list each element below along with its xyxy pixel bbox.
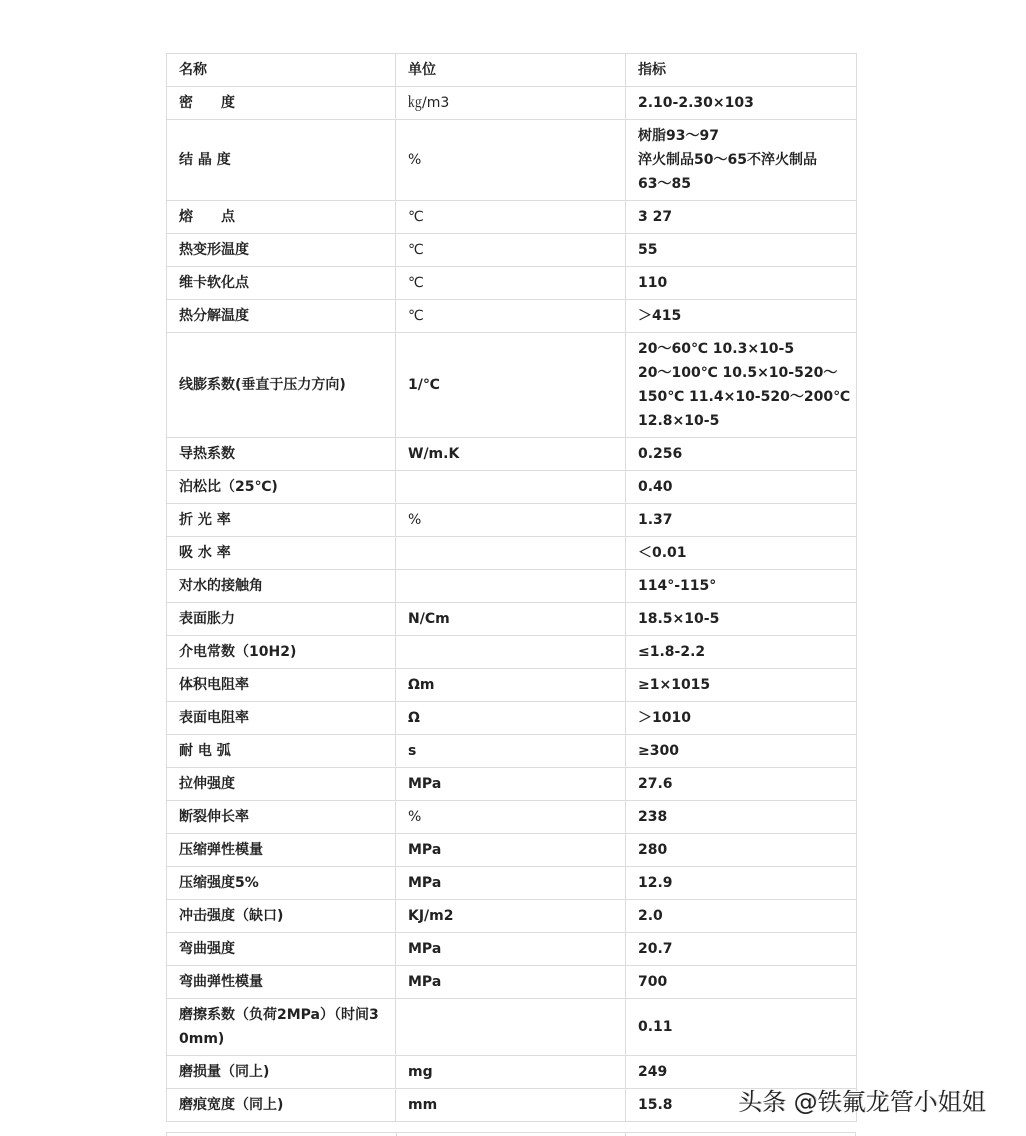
- property-unit: ℃: [396, 300, 626, 333]
- property-unit: %: [396, 801, 626, 834]
- property-name: 磨痕宽度（同上): [167, 1089, 396, 1122]
- property-value-line: 3 27: [638, 209, 673, 225]
- property-unit: [396, 537, 626, 570]
- property-value: [626, 537, 857, 570]
- watermark-text: 头条 @铁氟龙管小姐姐: [738, 1088, 986, 1116]
- property-unit: W/m.K: [396, 438, 626, 471]
- property-name: 冲击强度（缺口): [167, 900, 396, 933]
- property-value-line: ≥300: [638, 743, 679, 759]
- property-value: [626, 333, 857, 438]
- table-row: [167, 570, 857, 603]
- table-row: [167, 867, 857, 900]
- table-row: [167, 438, 857, 471]
- property-unit: MPa: [396, 966, 626, 999]
- property-value-line: ≤1.8-2.2: [638, 644, 706, 660]
- property-value-line: 2.0: [638, 908, 663, 924]
- property-value: [626, 999, 857, 1056]
- property-value-line: 树脂93～97: [638, 128, 719, 144]
- table-header-row: [167, 54, 857, 87]
- table-row: [167, 933, 857, 966]
- property-value-line: 15.8: [638, 1097, 673, 1113]
- property-name: 断裂伸长率: [167, 801, 396, 834]
- property-value-line: 114°-115°: [638, 578, 717, 594]
- property-value-line: 12.8×10-5: [638, 413, 720, 429]
- property-name: 对水的接触角: [167, 570, 396, 603]
- properties-table: [166, 53, 857, 1122]
- property-value-line: ＞1010: [638, 710, 691, 726]
- table-row: [167, 201, 857, 234]
- property-value-line: 63～85: [638, 176, 691, 192]
- property-unit: MPa: [396, 933, 626, 966]
- table-row: [167, 966, 857, 999]
- property-unit: ㎏/m3: [396, 87, 626, 120]
- property-value-line: 12.9: [638, 875, 673, 891]
- property-name: 拉伸强度: [167, 768, 396, 801]
- table-row: [167, 768, 857, 801]
- property-name: 压缩强度5%: [167, 867, 396, 900]
- table-row: [167, 333, 857, 438]
- property-name: 吸 水 率: [167, 537, 396, 570]
- property-unit: MPa: [396, 834, 626, 867]
- property-name: 压缩弹性模量: [167, 834, 396, 867]
- property-unit: Ωm: [396, 669, 626, 702]
- property-unit: 1/℃: [396, 333, 626, 438]
- header-unit: 单位: [396, 54, 626, 87]
- property-value: [626, 735, 857, 768]
- property-unit: MPa: [396, 867, 626, 900]
- property-value: [626, 702, 857, 735]
- property-value-line: 1.37: [638, 512, 673, 528]
- property-value: [626, 768, 857, 801]
- property-value: [626, 504, 857, 537]
- property-value-line: 110: [638, 275, 668, 291]
- table-row: [167, 702, 857, 735]
- property-value-line: 0.40: [638, 479, 673, 495]
- property-value-line: 2.10-2.30×103: [638, 95, 754, 111]
- property-unit: mm: [396, 1089, 626, 1122]
- property-value: [626, 900, 857, 933]
- table-row: [167, 267, 857, 300]
- property-value: [626, 636, 857, 669]
- property-value: [626, 120, 857, 201]
- property-name: 结 晶 度: [167, 120, 396, 201]
- property-unit: ℃: [396, 201, 626, 234]
- property-unit: ℃: [396, 234, 626, 267]
- table-row: [167, 471, 857, 504]
- property-name: 泊松比（25℃): [167, 471, 396, 504]
- property-unit: %: [396, 504, 626, 537]
- property-name: 热分解温度: [167, 300, 396, 333]
- property-value-line: 20～100℃ 10.5×10-520～: [638, 365, 838, 381]
- property-value: [626, 603, 857, 636]
- property-value: [626, 471, 857, 504]
- property-name: 磨擦系数（负荷2MPa）（时间30mm): [167, 999, 396, 1056]
- table-row: [167, 735, 857, 768]
- property-name: 热变形温度: [167, 234, 396, 267]
- property-unit: [396, 570, 626, 603]
- property-value-line: 249: [638, 1064, 668, 1080]
- property-value: [626, 834, 857, 867]
- property-unit: [396, 636, 626, 669]
- property-value-line: ≥1×1015: [638, 677, 711, 693]
- property-value: [626, 801, 857, 834]
- table-row: [167, 87, 857, 120]
- property-name: 介电常数（10H2): [167, 636, 396, 669]
- property-name: 表面电阻率: [167, 702, 396, 735]
- property-value: [626, 267, 857, 300]
- property-unit: s: [396, 735, 626, 768]
- property-name: 熔 点: [167, 201, 396, 234]
- property-value: [626, 87, 857, 120]
- property-value: [626, 234, 857, 267]
- property-name: 折 光 率: [167, 504, 396, 537]
- property-value: [626, 966, 857, 999]
- property-unit: %: [396, 120, 626, 201]
- property-unit: KJ/m2: [396, 900, 626, 933]
- property-value: [626, 867, 857, 900]
- table-body: [167, 54, 857, 1122]
- property-name: 维卡软化点: [167, 267, 396, 300]
- table-row: [167, 669, 857, 702]
- property-unit: mg: [396, 1056, 626, 1089]
- property-unit: Ω: [396, 702, 626, 735]
- table-row: [167, 603, 857, 636]
- property-value-line: 18.5×10-5: [638, 611, 720, 627]
- property-name: 导热系数: [167, 438, 396, 471]
- property-name: 耐 电 弧: [167, 735, 396, 768]
- property-value-line: 238: [638, 809, 668, 825]
- property-value-line: 20～60℃ 10.3×10-5: [638, 341, 795, 357]
- property-value-line: ＞415: [638, 308, 682, 324]
- table-row: [167, 120, 857, 201]
- property-value-line: 20.7: [638, 941, 673, 957]
- property-value: [626, 201, 857, 234]
- property-unit: [396, 999, 626, 1056]
- property-value-line: 0.256: [638, 446, 683, 462]
- property-unit: N/Cm: [396, 603, 626, 636]
- property-value-line: 700: [638, 974, 668, 990]
- table-row: [167, 537, 857, 570]
- table-row: [167, 504, 857, 537]
- property-unit: MPa: [396, 768, 626, 801]
- property-value-line: 280: [638, 842, 668, 858]
- table-row: [167, 999, 857, 1056]
- header-name: 名称: [167, 54, 396, 87]
- table-row: [167, 801, 857, 834]
- property-value: [626, 669, 857, 702]
- property-name: 线膨系数(垂直于压力方向): [167, 333, 396, 438]
- property-unit: [396, 471, 626, 504]
- property-value: [626, 570, 857, 603]
- property-unit: ℃: [396, 267, 626, 300]
- next-table-top-edge: [166, 1132, 856, 1136]
- table-row: [167, 234, 857, 267]
- property-value-line: 27.6: [638, 776, 673, 792]
- property-value: [626, 933, 857, 966]
- table-row: [167, 636, 857, 669]
- property-name: 体积电阻率: [167, 669, 396, 702]
- header-value: 指标: [626, 54, 857, 87]
- table-row: [167, 300, 857, 333]
- property-value-line: ＜0.01: [638, 545, 687, 561]
- property-name: 磨损量（同上): [167, 1056, 396, 1089]
- property-value: [626, 438, 857, 471]
- table-row: [167, 834, 857, 867]
- property-value-line: 淬火制品50～65不淬火制品: [638, 152, 817, 168]
- property-name: 弯曲强度: [167, 933, 396, 966]
- property-value-line: 150℃ 11.4×10-520～200℃: [638, 389, 851, 405]
- property-name: 表面胀力: [167, 603, 396, 636]
- property-value-line: 55: [638, 242, 658, 258]
- property-name: 密 度: [167, 87, 396, 120]
- property-value: [626, 300, 857, 333]
- property-value-line: 0.11: [638, 1019, 673, 1035]
- property-name: 弯曲弹性模量: [167, 966, 396, 999]
- table-row: [167, 900, 857, 933]
